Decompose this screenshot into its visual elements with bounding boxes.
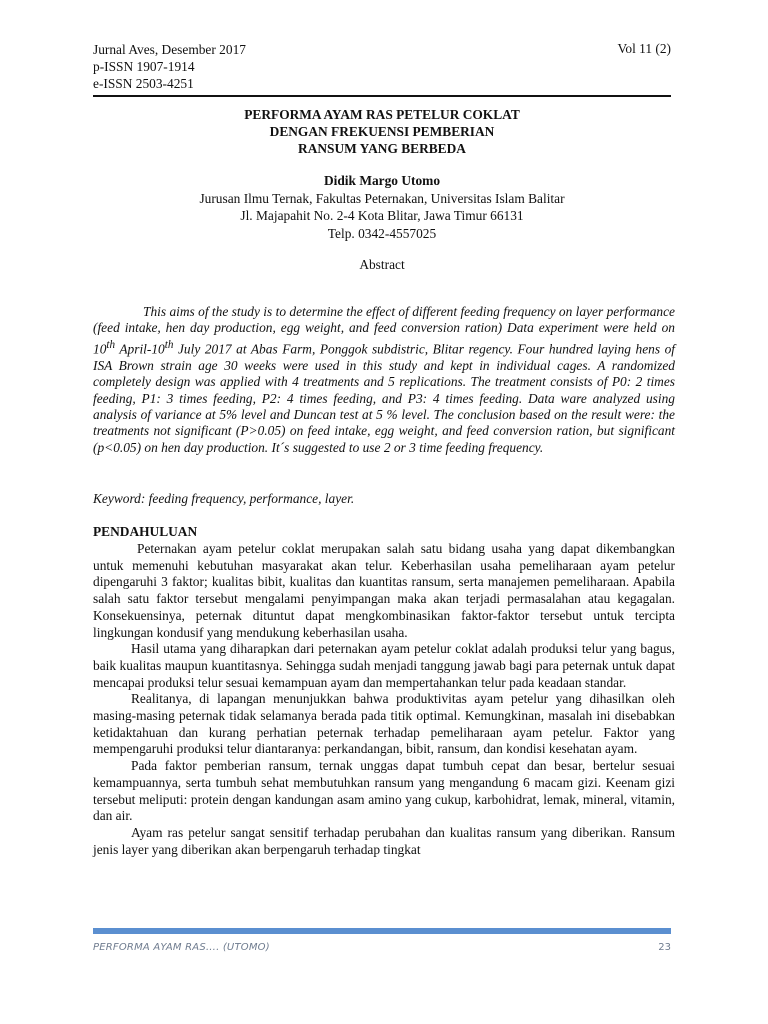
title-line-3: RANSUM YANG BERBEDA — [298, 141, 466, 156]
title-line-2: DENGAN FREKUENSI PEMBERIAN — [269, 124, 495, 139]
e-issn: e-ISSN 2503-4251 — [93, 76, 194, 91]
abstract-body — [93, 304, 675, 456]
abstract-text-1: This aims of the study is to determine the effect of different feeding frequency on layer performance (feed intake, hen day production, egg weight, and feed conversion ration) Data experiment were held on 10 — [93, 304, 675, 357]
author-affiliation: Jurusan Ilmu Ternak, Fakultas Peternakan, Universitas Islam Balitar — [199, 190, 565, 206]
author-name: Didik Margo Utomo — [323, 173, 441, 188]
abstract-text-2: April-10 — [115, 341, 165, 357]
running-title: PERFORMA AYAM RAS…. (UTOMO) — [93, 942, 270, 953]
author-block — [93, 172, 671, 242]
p-issn: p-ISSN 1907-1914 — [93, 59, 195, 74]
footer-bar — [93, 928, 671, 934]
author-address: Jl. Majapahit No. 2-4 Kota Blitar, Jawa Timur 66131 — [240, 208, 524, 223]
section-body — [93, 541, 675, 858]
abstract-sup-2: th — [164, 338, 174, 351]
abstract-heading: Abstract — [359, 257, 405, 272]
author-phone: Telp. 0342-4557025 — [327, 225, 437, 241]
header-rule — [93, 95, 671, 97]
paper-title — [93, 106, 671, 157]
volume-label: Vol 11 (2) — [617, 41, 671, 56]
journal-name: Jurnal Aves, Desember 2017 — [93, 42, 246, 57]
body-paragraph-4: Pada faktor pemberian ransum, ternak unggas dapat tumbuh cepat dan besar, bertelur sesuai kemampuannya, serta tumbuh sehat membutuhkan ransum yang mengandung 6 macam gizi. Keenam gizi tersebut meliputi: protein dengan kandungan asam amino yang cukup, karbohidrat, lemak, mineral, vitamin, dan air. — [93, 758, 675, 824]
abstract-paragraph — [93, 304, 675, 456]
title-line-1: PERFORMA AYAM RAS PETELUR COKLAT — [244, 107, 520, 122]
keywords: Keyword: feeding frequency, performance, layer. — [93, 491, 355, 506]
section-heading: PENDAHULUAN — [93, 524, 198, 539]
body-paragraph-2: Hasil utama yang diharapkan dari peternakan ayam petelur coklat adalah produksi telur yang bagus, baik kualitas maupun kuantitasnya. Sehingga sudah menjadi tanggung jawab bagi para peternak untuk dapat mencapai produksi telur sesuai kemampuan ayam dan mempertahankan telur pada keadaan standar. — [93, 641, 675, 690]
journal-header — [93, 41, 246, 92]
body-paragraph-1: Peternakan ayam petelur coklat merupakan salah satu bidang usaha yang dapat dikembangkan untuk memenuhi kebutuhan masyarakat akan telur. Keberhasilan usaha pemeliharaan ayam petelur dipengaruhi 3 faktor; kualitas bibit, kualitas dan kuantitas ransum, serta manajemen pemeliharaan. Apabila salah satu faktor tersebut mengalami penyimpangan maka akan terjadi permasalahan atau kegagalan. Konsekuensinya, peternak dituntut dapat mengkombinasikan faktor-faktor tersebut untuk tercipta lingkungan kondusif yang mendukung keberhasilan usaha. — [93, 541, 675, 640]
page-number: 23 — [658, 942, 671, 953]
abstract-sup-1: th — [106, 338, 116, 351]
body-paragraph-3: Realitanya, di lapangan menunjukkan bahwa produktivitas ayam petelur yang dihasilkan oleh masing-masing peternak tidak selamanya berada pada titik optimal. Kemungkinan, masalah ini disebabkan ketidaktahuan dan kurang perhatian peternak terhadap pemeliharaan ayam petelur. Faktor yang mempengaruhi produksi telur diantaranya: perkandangan, bibit, ransum, dan kondisi kesehatan ayam. — [93, 691, 675, 757]
body-paragraph-5: Ayam ras petelur sangat sensitif terhadap perubahan dan kualitas ransum yang diberikan. Ransum jenis layer yang diberikan akan berpengaruh terhadap tingkat — [93, 824, 675, 857]
abstract-text-3: July 2017 at Abas Farm, Ponggok subdistric, Blitar regency. Four hundred laying hens of ISA Brown strain age 30 weeks were used in this study and kept in individual cages. A randomized completely design was applied with 4 treatments and 5 replications. The treatment consists of P0: 2 times feeding, P1: 3 times feeding, P2: 4 times feeding, and P3: 4 times feeding. Data ware analyzed using analysis of variance at 5% level and Duncan test at 5 % level. The conclusion based on the result were: the treatments not significant (P>0.05) on feed intake, egg weight, and feed conversion ration, but significant (p<0.05) on hen day production. It´s suggested to use 2 or 3 time feeding frequency. — [93, 341, 675, 455]
